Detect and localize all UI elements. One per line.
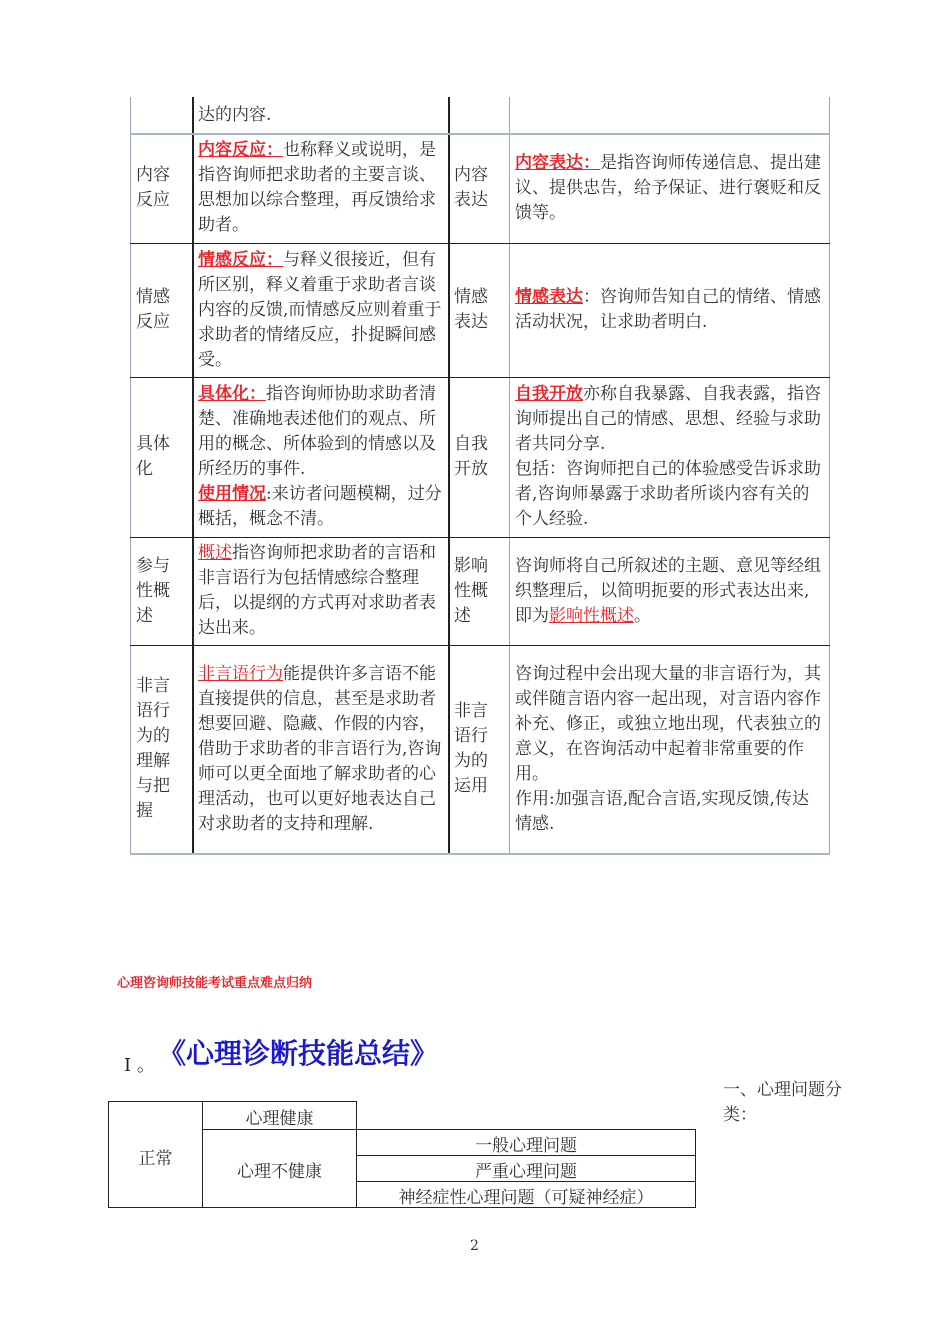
row-body	[198, 103, 444, 128]
cell-unhealthy: 心理不健康	[237, 1162, 322, 1182]
body-text: 指咨询师协助求助者清楚、准确地表述他们的观点、所用的概念、所体验到的情感以及所经历的事件.	[198, 384, 436, 479]
cell-healthy: 心理健康	[245, 1109, 314, 1129]
body-text: 达的内容.	[198, 104, 272, 125]
table-rule	[130, 537, 830, 538]
body-text: 咨询过程中会出现大量的非言语行为，其或伴随言语内容一起出现，对言语内容作补充、修正，或独立地出现，代表独立的意义，在咨询活动中起着非常重要的作用。	[515, 663, 821, 784]
table-rule	[130, 133, 830, 135]
side-note: 一、心理问题分类：	[723, 1080, 842, 1125]
cell-neurotic: 神经症性心理问题（可疑神经症）	[398, 1188, 654, 1208]
row-label: 具体 化	[136, 434, 170, 479]
roman-numeral: I 。	[124, 1055, 155, 1076]
row-label: 情感 表达	[454, 287, 488, 332]
table-rule	[130, 645, 830, 646]
body-text: 与释义很接近，但有所区别，释义着重于求助者言谈内容的反馈,而情感反应则着重于求助者的情绪反应，扑捉瞬间感受。	[198, 249, 442, 370]
term-highlight: 内容反应：	[198, 140, 283, 160]
body-text: 包括：咨询师把自己的体验感受告诉求助者,咨询师暴露于求助者所谈内容有关的个人经验.	[515, 459, 821, 529]
row-body	[515, 285, 825, 335]
term-highlight: 情感表达	[515, 287, 583, 307]
body-text: 亦称自我暴露、自我表露，指咨询师提出自己的情感、思想、经验与求助者共同分享.	[515, 384, 821, 454]
row-label: 内容 反应	[136, 165, 170, 210]
body-text: 咨询师将自己所叙述的主题、意见等经组织整理后，以简明扼要的形式表达出来,即为	[515, 555, 821, 626]
body-text: 。	[634, 605, 651, 626]
table-rule	[130, 243, 830, 244]
body-text: 指咨询师把求助者的言语和非言语行为包括情感综合整理后，以提纲的方式再对求助者表达出来。	[198, 543, 436, 638]
row-label: 情感 反应	[136, 287, 170, 332]
row-label: 非言 语行 为的 运用	[454, 701, 488, 796]
table-rule	[829, 97, 830, 853]
term-highlight: 具体化：	[198, 384, 266, 404]
row-body	[198, 248, 444, 373]
table-rule	[130, 853, 830, 855]
term-highlight: 影响性概述	[549, 605, 634, 626]
cell-severe: 严重心理问题	[475, 1162, 577, 1182]
table-rule	[130, 377, 830, 378]
row-body	[198, 382, 444, 532]
section-title: 心理咨询师技能考试重点难点归纳	[117, 976, 313, 991]
body-text: 能提供许多言语不能直接提供的信息，甚至是求助者想要回避、隐藏、作假的内容，借助于求助者的非言语行为,咨询师可以更全面地了解求助者的心理活动，也可以更好地表达自己对求助者的支持和理解.	[198, 663, 442, 834]
body-text: ：咨询师告知自己的情绪、情感活动状况，让求助者明白.	[515, 287, 821, 332]
body-text: 作用:加强言语,配合言语,实现反馈,传达情感.	[515, 788, 809, 834]
table-rule	[448, 97, 450, 853]
body-text: 也称释义或说明，是指咨询师把求助者的主要言谈、思想加以综合整理，再反馈给求助者。	[198, 140, 436, 235]
term-highlight: 非言语行为	[198, 663, 283, 684]
term-highlight: 概述	[198, 543, 232, 563]
term-highlight: 情感反应：	[198, 249, 283, 270]
term-highlight: 使用情况	[198, 484, 266, 504]
row-body	[515, 382, 825, 532]
page-title: 《心理诊断技能总结》	[158, 1037, 439, 1070]
body-text: 是指咨询师传递信息、提出建议、提供忠告，给予保证、进行褒贬和反馈等。	[515, 152, 821, 223]
row-label: 参与 性概 述	[136, 555, 170, 626]
row-body	[515, 151, 825, 226]
cell-general: 一般心理问题	[475, 1136, 577, 1156]
page-number: 2	[470, 1238, 479, 1254]
row-label: 内容 表达	[454, 165, 488, 210]
row-label: 自我 开放	[454, 434, 488, 479]
table-rule	[130, 97, 131, 853]
row-label: 影响 性概 述	[454, 555, 488, 626]
row-body	[198, 138, 444, 238]
row-label: 非言 语行 为的 理解 与把 握	[136, 676, 170, 821]
term-highlight: 内容表达：	[515, 152, 600, 173]
row-body	[198, 662, 444, 837]
row-body	[515, 662, 825, 837]
row-body	[198, 541, 444, 641]
cell-normal: 正常	[138, 1149, 173, 1169]
term-highlight: 自我开放	[515, 384, 583, 404]
body-text: :来访者问题模糊，过分概括，概念不清。	[198, 484, 442, 529]
row-body	[515, 554, 825, 629]
